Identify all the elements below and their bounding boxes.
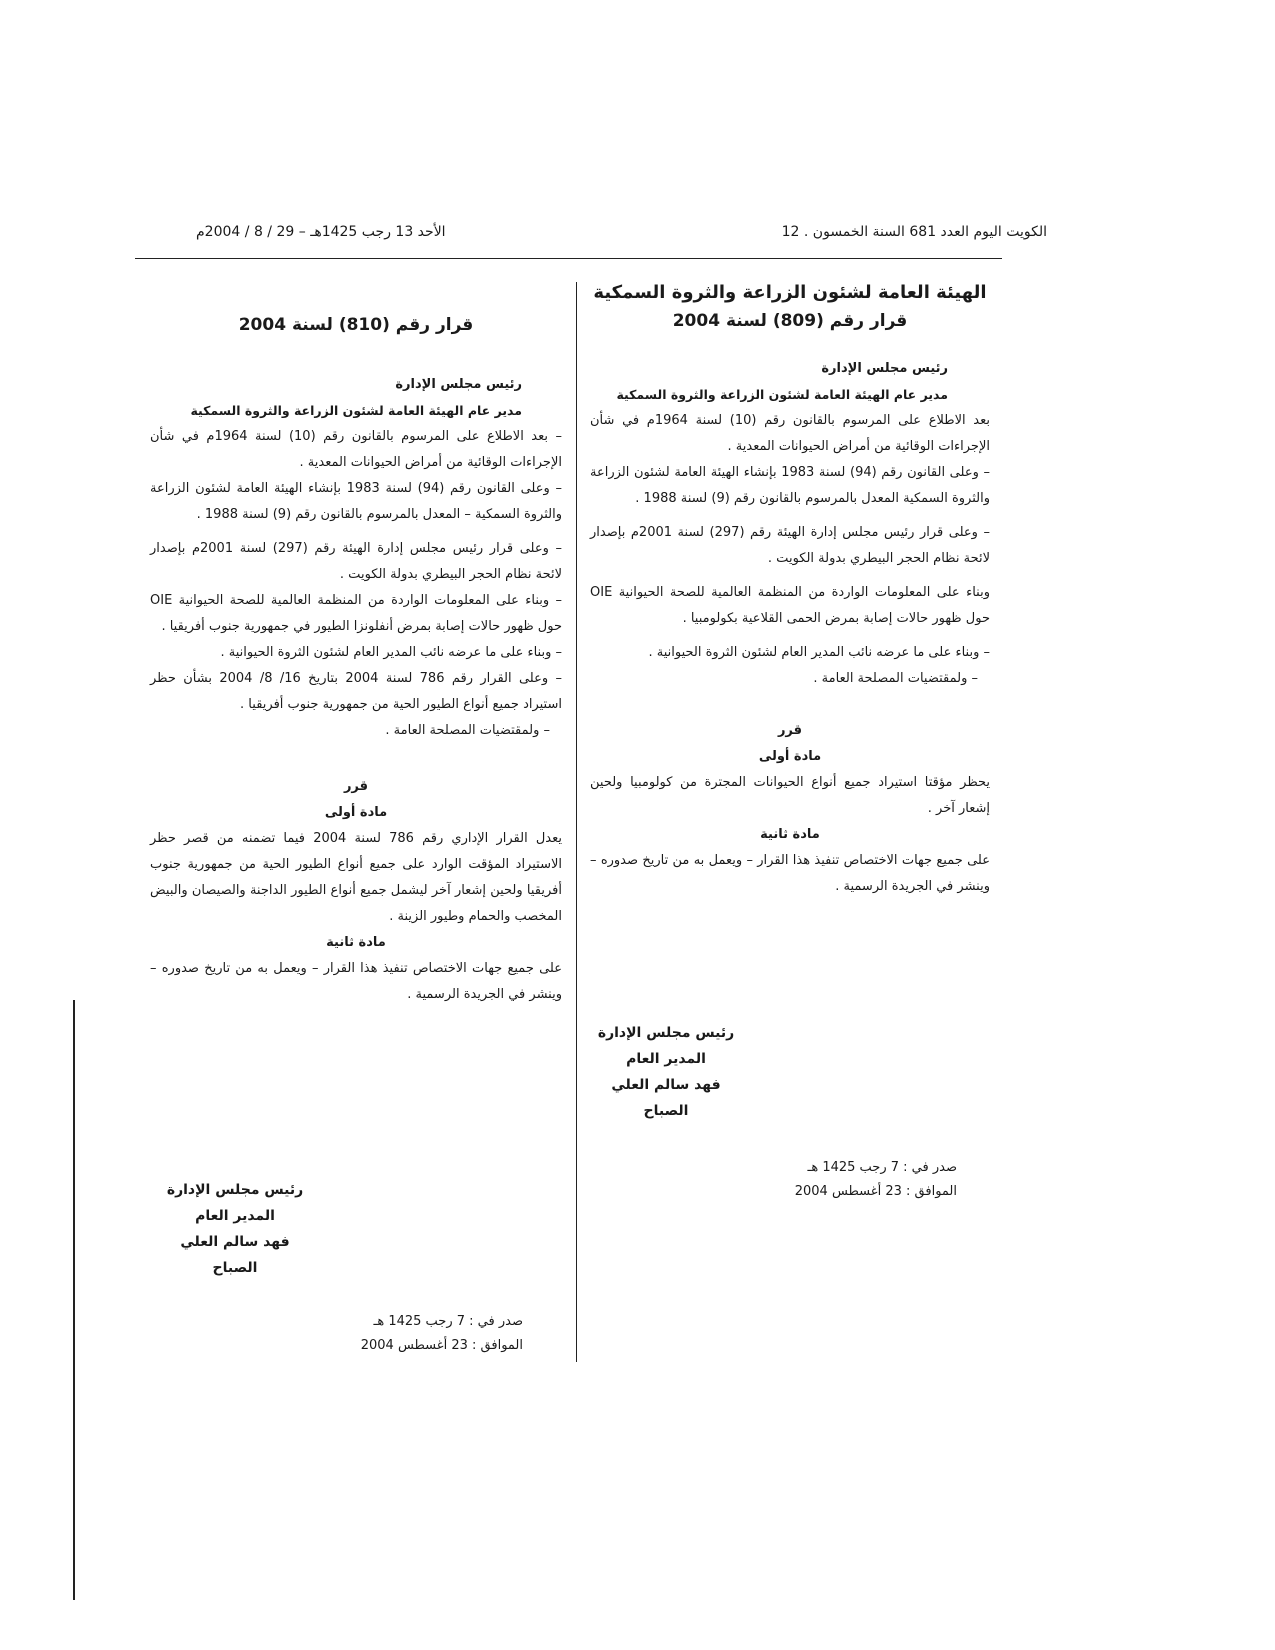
preamble-item: – ولمقتضيات المصلحة العامة . — [813, 671, 978, 686]
signature-block-809 — [591, 1020, 741, 1124]
issuer-line-1: رئيس مجلس الإدارة — [395, 377, 522, 392]
issuer-line-1: رئيس مجلس الإدارة — [821, 361, 948, 376]
preamble-item: – وعلى قرار رئيس مجلس إدارة الهيئة رقم (297) لسنة 2001م بإصدار لائحة نظام الحجر البيطري بدولة الكويت . — [590, 525, 990, 566]
preamble-item: – ولمقتضيات المصلحة العامة . — [385, 723, 550, 738]
signature-block-810 — [160, 1177, 310, 1281]
decree-title: قرار رقم (809) لسنة 2004 — [672, 311, 908, 331]
article-2-heading: مادة ثانية — [326, 935, 386, 950]
article-2-text: على جميع جهات الاختصاص تنفيذ هذا القرار – ويعمل به من تاريخ صدوره – وينشر في الجريدة الرسمية . — [150, 961, 562, 1002]
header-rule — [135, 258, 1002, 259]
preamble-item: – وبناء على ما عرضه نائب المدير العام لشئون الثروة الحيوانية . — [220, 645, 562, 660]
signature-title: رئيس مجلس الإدارة — [166, 1182, 304, 1198]
article-2-text: على جميع جهات الاختصاص تنفيذ هذا القرار – ويعمل به من تاريخ صدوره – وينشر في الجريدة الرسمية . — [590, 853, 990, 894]
decree-title: قرار رقم (810) لسنة 2004 — [238, 315, 474, 335]
scan-margin-line — [73, 1000, 75, 1600]
preamble-item: – وعلى القرار رقم 786 لسنة 2004 بتاريخ 16/ 8/ 2004 بشأن حظر استيراد جميع أنواع الطيور الحية من جمهورية جنوب أفريقيا . — [150, 671, 563, 712]
running-header-right: الكويت اليوم العدد 681 السنة الخمسون . 12 — [781, 224, 1047, 240]
preamble-item: – وعلى القانون رقم (94) لسنة 1983 بإنشاء الهيئة العامة لشئون الزراعة والثروة السمكية المعدل بالمرسوم بالقانون رقم (9) لسنة 1988 . — [590, 465, 990, 506]
article-2-heading: مادة ثانية — [760, 827, 820, 842]
decided-heading: قرر — [343, 779, 369, 794]
article-1-text: يعدل القرار الإداري رقم 786 لسنة 2004 فيما تضمنه من قصر حظر الاستيراد المؤقت الوارد على جميع أنواع الطيور الحية من جمهورية جنوب أفريقيا ولحين إشعار آخر ليشمل جميع أنواع الطيور الداجنة والصيصان والبيض المخصب والحمام وطيور الزينة . — [150, 831, 563, 924]
issue-date-810 — [361, 1310, 523, 1358]
signatory-name: فهد سالم العلي الصباح — [611, 1077, 721, 1119]
article-1-heading: مادة أولى — [758, 749, 822, 764]
article-1-text: يحظر مؤقتا استيراد جميع أنواع الحيوانات المجترة من كولومبيا ولحين إشعار آخر . — [590, 775, 990, 816]
preamble-item: بعد الاطلاع على المرسوم بالقانون رقم (10) لسنة 1964م في شأن الإجراءات الوقائية من أمراض الحيوانات المعدية . — [590, 413, 991, 454]
decree-810 — [150, 312, 562, 1008]
agency-name: الهيئة العامة لشئون الزراعة والثروة السمكية — [593, 282, 987, 303]
running-header-left: الأحد 13 رجب 1425هـ – 29 / 8 / 2004م — [196, 224, 446, 240]
issuer-line-2: مدير عام الهيئة العامة لشئون الزراعة والثروة السمكية — [190, 403, 522, 418]
issue-date-809 — [795, 1156, 957, 1204]
preamble-item: – وبناء على المعلومات الواردة من المنظمة العالمية للصحة الحيوانية OIE حول ظهور حالات إصابة بمرض أنفلونزا الطيور في جمهورية جنوب أفريقيا . — [150, 593, 562, 634]
preamble-item: – وبناء على ما عرضه نائب المدير العام لشئون الثروة الحيوانية . — [648, 645, 990, 660]
issuer-line-2: مدير عام الهيئة العامة لشئون الزراعة والثروة السمكية — [616, 387, 948, 402]
decided-heading: قرر — [777, 723, 803, 738]
decree-809 — [590, 280, 990, 900]
preamble-item: – وعلى القانون رقم (94) لسنة 1983 بإنشاء الهيئة العامة لشئون الزراعة والثروة السمكية – المعدل بالمرسوم بالقانون رقم (9) لسنة 1988 . — [150, 481, 562, 522]
preamble-item: – وعلى قرار رئيس مجلس إدارة الهيئة رقم (297) لسنة 2001م بإصدار لائحة نظام الحجر البيطري بدولة الكويت . — [150, 541, 562, 582]
article-1-heading: مادة أولى — [324, 805, 388, 820]
signature-title: رئيس مجلس الإدارة — [597, 1025, 735, 1041]
issue-date-gregorian: الموافق : 23 أغسطس 2004 — [794, 1184, 957, 1199]
signatory-name: فهد سالم العلي الصباح — [180, 1234, 290, 1276]
issue-date-hijri: صدر في : 7 رجب 1425 هـ — [373, 1314, 523, 1329]
preamble-item: وبناء على المعلومات الواردة من المنظمة العالمية للصحة الحيوانية OIE حول ظهور حالات إصابة بمرض الحمى القلاعية بكولومبيا . — [590, 585, 990, 626]
column-divider — [576, 282, 577, 1362]
signature-role: المدير العام — [195, 1208, 275, 1224]
issue-date-gregorian: الموافق : 23 أغسطس 2004 — [360, 1338, 523, 1353]
preamble-item: – بعد الاطلاع على المرسوم بالقانون رقم (10) لسنة 1964م في شأن الإجراءات الوقائية من أمراض الحيوانات المعدية . — [150, 429, 562, 470]
signature-role: المدير العام — [626, 1051, 706, 1067]
issue-date-hijri: صدر في : 7 رجب 1425 هـ — [807, 1160, 957, 1175]
